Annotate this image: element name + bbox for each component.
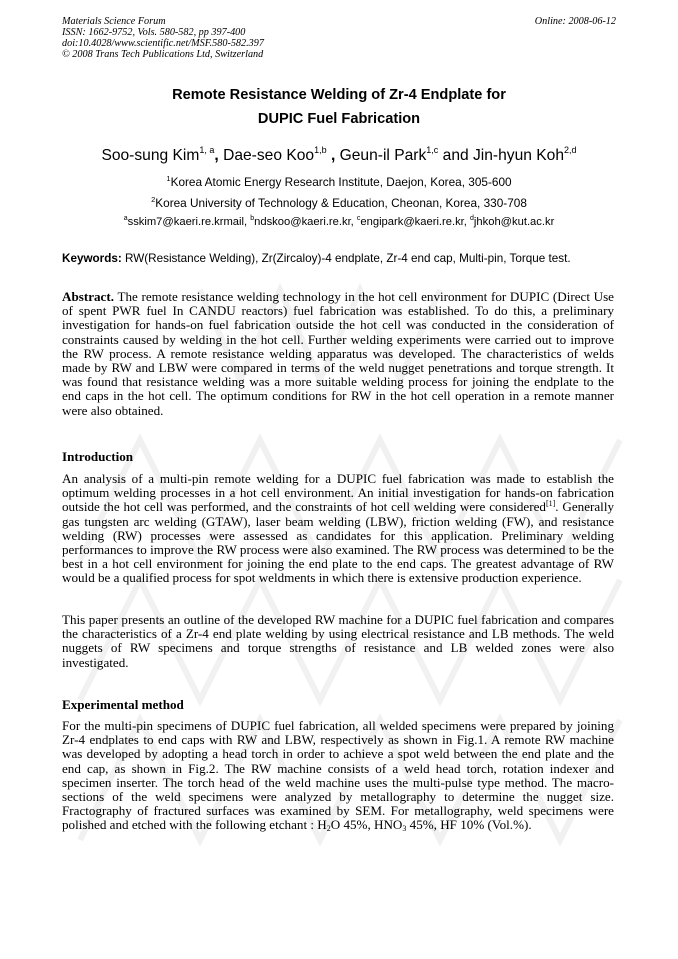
- journal-header: [62, 16, 616, 60]
- paragraph-text: An analysis of a multi-pin remote welding for a DUPIC fuel fabrication was made to establish the optimum welding processes in a hot cell environment. An initial investigation for hands-on fabrication outside the hot cell was performed, and the constraints of hot cell welding were considered: [62, 471, 614, 515]
- email-sup: d: [470, 215, 474, 222]
- author-sup: 2,d: [564, 145, 577, 155]
- paragraph-text: . Generally gas tungsten arc welding (GTAW), laser beam welding (LBW), friction welding (FW), and resistance welding (RW) processes were assessed as candidates for this application. Preliminary welding performances to improve the RW process were also examined. The RW process was determined to be the best in a hot cell environment for joining the end plate to the end caps. The greatest advantage of RW would be a qualified process for spot weldments in which there is extensive production experience.: [62, 499, 615, 586]
- affiliation-text: Korea Atomic Energy Research Institute, Daejon, Korea, 305-600: [170, 175, 512, 189]
- experimental-paragraph: [62, 719, 614, 833]
- email-link[interactable]: sskim7@kaeri.re.krmail,: [127, 216, 248, 228]
- author-name: Geun-il Park: [339, 147, 427, 164]
- section-heading-introduction: Introduction: [62, 449, 134, 464]
- email-sup: c: [356, 215, 361, 222]
- email-link[interactable]: jhkoh@kut.ac.kr: [473, 216, 555, 228]
- affiliation-2: [62, 196, 616, 211]
- paragraph-text: O 45%, HNO: [330, 817, 403, 833]
- keywords-text: RW(Resistance Welding), Zr(Zircaloy)-4 endplate, Zr-4 end cap, Multi-pin, Torque test.: [125, 252, 571, 265]
- email-link[interactable]: ndskoo@kaeri.re.kr,: [254, 216, 354, 228]
- paper-title: [62, 83, 616, 131]
- journal-name: Materials Science Forum: [62, 16, 166, 27]
- email-link[interactable]: engipark@kaeri.re.kr,: [360, 216, 467, 228]
- author-sup: 1,b: [314, 145, 327, 155]
- introduction-paragraph-2: This paper presents an outline of the developed RW machine for a DUPIC fuel fabrication and compares the characteristics of a Zr-4 end plate welding by using electrical resistance and LB methods. The weld nuggets of RW specimens and torque strengths of resistance and LB welded zones were also investigated.: [62, 612, 614, 670]
- title-line-1: Remote Resistance Welding of Zr-4 Endplate for: [172, 87, 506, 103]
- introduction-paragraph-1: [62, 472, 614, 586]
- section-heading-experimental: Experimental method: [62, 697, 184, 712]
- email-list: [62, 215, 616, 230]
- subscript: 3: [402, 824, 407, 834]
- email-sup: b: [250, 215, 255, 222]
- affiliation-text: Korea University of Technology & Education, Cheonan, Korea, 330-708: [155, 196, 527, 210]
- title-line-2: DUPIC Fuel Fabrication: [257, 111, 421, 127]
- author-list: Soo-sung Kim$^{1, a}$, Dae-seo Koo$^{1,b}$ , Geun-il Park$^{1,c}$ and Jin-hyun Koh$^{2,d}$: [101, 145, 577, 164]
- author-name: Dae-seo Koo: [223, 147, 315, 164]
- abstract-label: Abstract.: [62, 289, 114, 304]
- abstract: [62, 290, 614, 418]
- keywords-label: Keywords:: [62, 252, 122, 265]
- doi-line: doi:10.4028/www.scientific.net/MSF.580-582.397: [62, 38, 264, 49]
- issn-line: ISSN: 1662-9752, Vols. 580-582, pp 397-400: [62, 27, 246, 38]
- paragraph-text: 45%, HF 10% (Vol.%).: [406, 817, 532, 833]
- affiliation-sup: 1: [166, 174, 171, 183]
- author-name: Jin-hyun Koh: [473, 147, 565, 164]
- author-name: Soo-sung Kim: [101, 147, 200, 164]
- paragraph-text: For the multi-pin specimens of DUPIC fuel fabrication, all welded specimens were prepared by joining Zr-4 endplates to end caps with RW and LBW, respectively as shown in Fig.1. A remote RW machine was developed by adopting a head torch in order to achieve a spot weld between the end plate and the end cap, as shown in Fig.2. The RW machine consists of a weld head torch, rotation indexer and specimen inserter. The torch head of the weld machine uses the multi-pulse type method. The macro-sections of the weld specimens were analyzed by metallography to determine the nugget size. Fractography of fractured surfaces was examined by SEM. For metallography, weld specimens were polished and etched with the following etchant : H: [62, 718, 614, 833]
- subscript: 2: [326, 824, 331, 834]
- author-sup: 1, a: [199, 145, 215, 155]
- email-sup: a: [123, 215, 128, 222]
- affiliation-sup: 2: [151, 195, 156, 204]
- abstract-text: The remote resistance welding technology in the hot cell environment for DUPIC (Direct Use of spent PWR fuel In CANDU reactors) fuel fabrication was established. To do this, a preliminary investigation for hands-on fuel fabrication outside the hot cell was conducted in the consideration of constraints caused by welding in the hot cell. Further welding experiments were carried out to improve the RW process. A remote resistance welding apparatus was developed. The characteristics of welds made by RW and LBW were compared in terms of the weld nugget penetrations and torque strength. It was found that resistance welding was a more suitable welding process for joining the endplate to the end caps in the hot cell. The optimum conditions for RW in the hot cell operation in a remote manner were also obtained.: [62, 289, 614, 418]
- copyright-line: © 2008 Trans Tech Publications Ltd, Switzerland: [62, 49, 264, 60]
- author-sup: 1,c: [426, 145, 439, 155]
- affiliation-1: [62, 175, 616, 190]
- online-date: Online: 2008-06-12: [534, 16, 616, 27]
- citation-ref[interactable]: [1]: [545, 499, 556, 509]
- keywords: [62, 251, 616, 266]
